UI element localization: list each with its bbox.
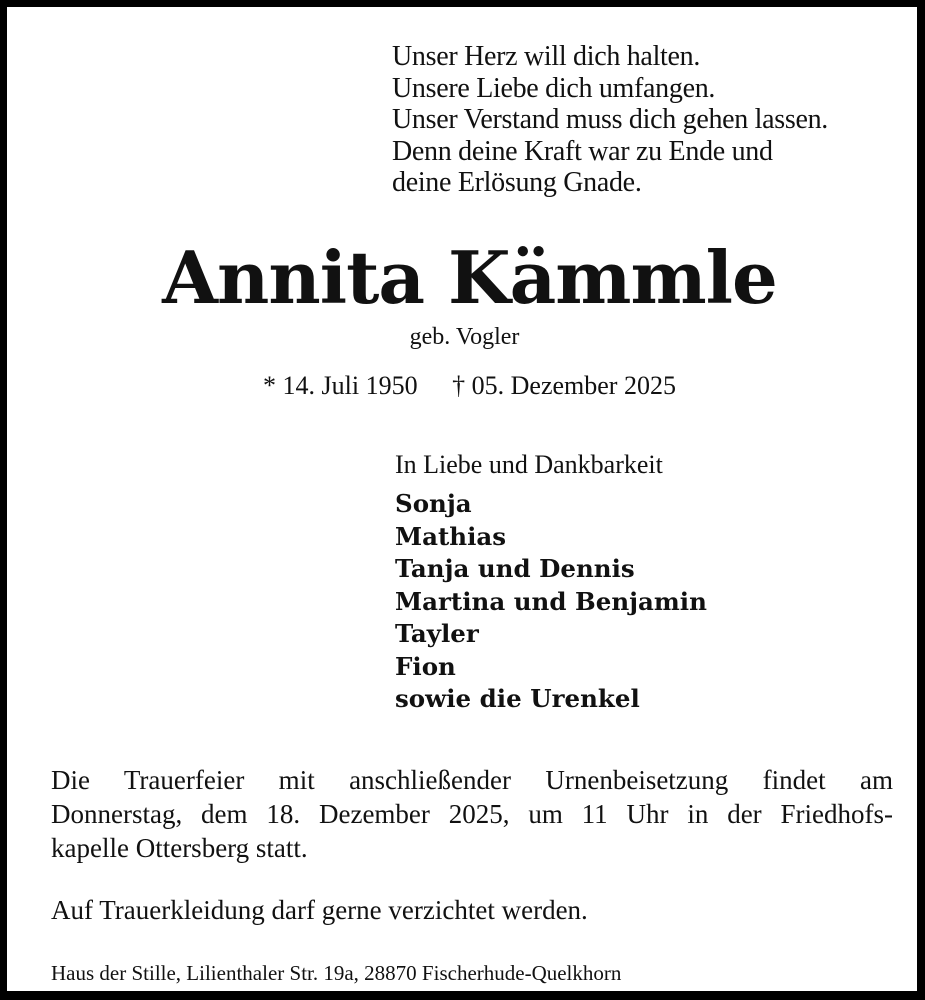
mourner-name: Tanja und Dennis — [395, 554, 635, 583]
mourners-intro: In Liebe und Dankbarkeit — [395, 450, 663, 479]
poem — [392, 41, 828, 199]
death-date: † 05. Dezember 2025 — [452, 371, 676, 400]
funeral-home-address: Haus der Stille, Lilienthaler Str. 19a, 28870 Fischerhude-Quelkhorn — [51, 961, 622, 985]
birth-date: * 14. Juli 1950 — [263, 371, 418, 400]
poem-line: deine Erlösung Gnade. — [392, 167, 642, 198]
poem-line: Denn deine Kraft war zu Ende und — [392, 135, 773, 167]
service-line: Die Trauerfeier mit anschließender Urnenbeisetzung findet am — [51, 765, 893, 795]
poem-line: Unser Herz will dich halten. — [392, 41, 701, 72]
mourner-name: Fion — [395, 651, 456, 681]
mourner-name: Sonja — [395, 489, 472, 518]
mourner-name: sowie die Urenkel — [395, 684, 640, 713]
deceased-name: Annita Kämmle — [162, 235, 777, 320]
service-line: Donnerstag, dem 18. Dezember 2025, um 11 Uhr in der Friedhofs- — [51, 799, 893, 829]
poem-line: Unser Verstand muss dich gehen lassen. — [392, 104, 828, 135]
maiden-name: geb. Vogler — [409, 324, 520, 350]
mourner-name: Tayler — [395, 619, 479, 648]
mourner-name: Mathias — [395, 521, 507, 551]
mourner-name: Martina und Benjamin — [395, 586, 707, 616]
mourners-list — [395, 488, 707, 716]
service-line: kapelle Ottersberg statt. — [51, 833, 308, 863]
dress-note: Auf Trauerkleidung darf gerne verzichtet werden. — [51, 895, 588, 925]
poem-line: Unsere Liebe dich umfangen. — [392, 72, 716, 104]
life-dates — [7, 368, 925, 404]
service-announcement — [51, 763, 893, 865]
